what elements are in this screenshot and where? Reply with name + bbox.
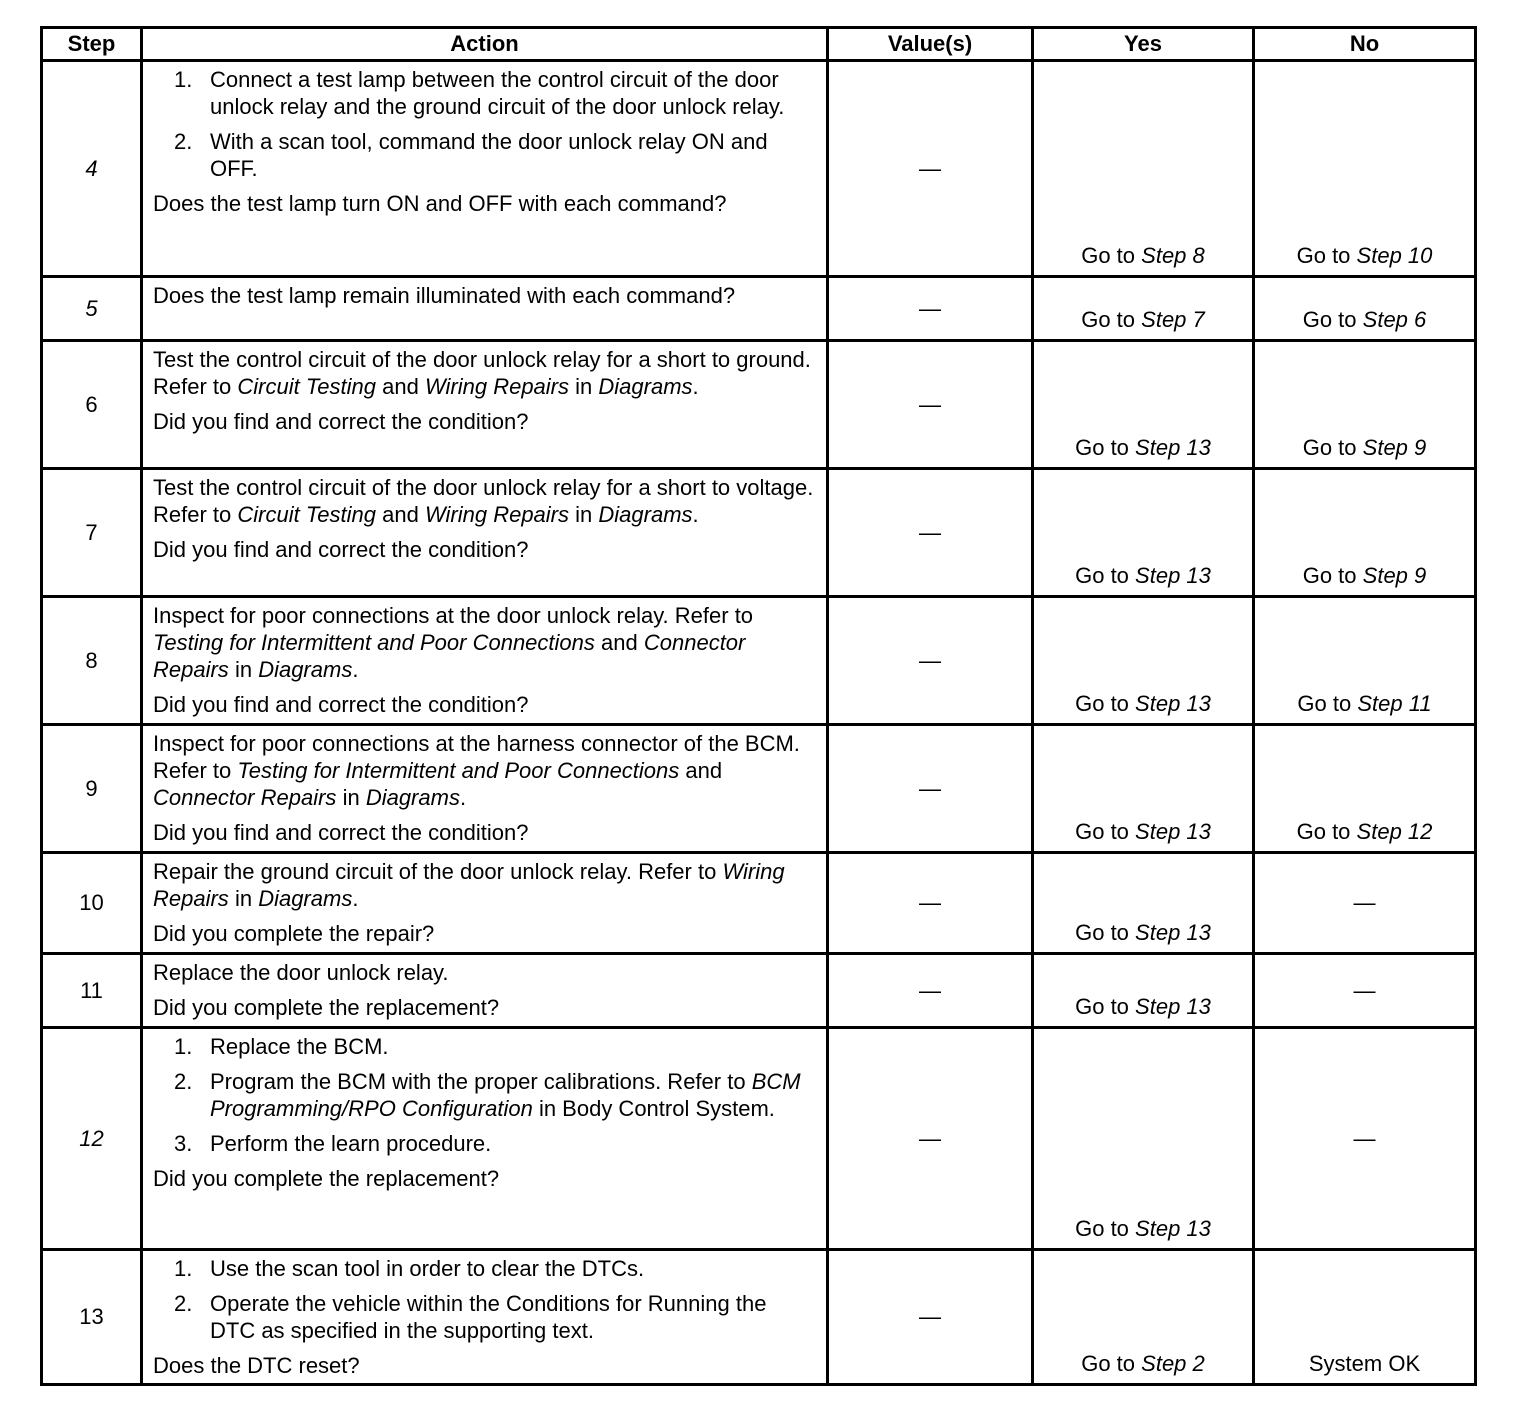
yes-cell: Go to Step 7 [1033,277,1254,341]
step-number: 4 [42,61,142,277]
no-cell: Go to Step 12 [1254,725,1476,853]
list-item: 1. Use the scan tool in order to clear the DTCs. [174,1256,645,1281]
header-no: No [1254,28,1476,61]
yes-cell: Go to Step 13 [1033,725,1254,853]
action-list [153,66,816,182]
no-step-link[interactable]: Step 9 [1362,435,1427,460]
question-text: Did you complete the replacement? [153,995,500,1020]
value-cell: — [828,469,1033,597]
list-item: 1. Connect a test lamp between the control circuit of the door unlock relay and the ground circuit of the door unlock relay. [174,67,785,119]
value-cell: — [828,1028,1033,1250]
no-cell: — [1254,853,1476,954]
instruction-text: Repair the ground circuit of the door unlock relay. Refer to Wiring Repairs in Diagrams. [153,859,785,911]
instruction-text: Test the control circuit of the door unlock relay for a short to voltage. Refer to Circuit Testing and Wiring Repairs in Diagrams. [153,475,814,527]
question-text: Did you find and correct the condition? [153,537,529,562]
action-cell [142,469,828,597]
yes-cell: Go to Step 8 [1033,61,1254,277]
header-yes: Yes [1033,28,1254,61]
step-number: 6 [42,341,142,469]
table-row-step-4 [42,61,1476,277]
yes-cell: Go to Step 13 [1033,597,1254,725]
yes-step-link[interactable]: Step 7 [1141,307,1205,332]
table-row-step-10 [42,853,1476,954]
action-cell [142,61,828,277]
question-text: Does the DTC reset? [153,1353,360,1378]
question-text: Did you complete the repair? [153,921,435,946]
value-cell: — [828,341,1033,469]
no-cell: Go to Step 6 [1254,277,1476,341]
header-row [42,28,1476,61]
yes-step-link[interactable]: Step 13 [1135,819,1211,844]
action-cell [142,597,828,725]
diagnostic-table [40,26,1477,1386]
table-row-step-5 [42,277,1476,341]
step-number: 9 [42,725,142,853]
instruction-text: Test the control circuit of the door unlock relay for a short to ground. Refer to Circuit Testing and Wiring Repairs in Diagrams. [153,347,811,399]
no-cell: System OK [1254,1250,1476,1385]
list-item: 1. Replace the BCM. [174,1034,389,1059]
no-step-link[interactable]: Step 12 [1356,819,1433,844]
action-list [153,1255,816,1344]
no-step-link[interactable]: Step 10 [1356,243,1433,268]
value-cell: — [828,954,1033,1028]
step-number: 5 [42,277,142,341]
no-step-link[interactable]: Step 6 [1362,307,1427,332]
yes-cell: Go to Step 13 [1033,853,1254,954]
table-row-step-12 [42,1028,1476,1250]
action-cell [142,1250,828,1385]
yes-step-link[interactable]: Step 13 [1135,691,1211,716]
question-text: Did you find and correct the condition? [153,820,529,845]
yes-step-link[interactable]: Step 13 [1135,920,1211,945]
no-step-link[interactable]: Step 11 [1357,691,1432,716]
value-cell: — [828,725,1033,853]
header-action: Action [142,28,828,61]
instruction-text: Inspect for poor connections at the harness connector of the BCM. Refer to Testing for Intermittent and Poor Connections and Connector Repairs in Diagrams. [153,731,800,810]
yes-cell: Go to Step 13 [1033,1028,1254,1250]
no-cell: Go to Step 11 [1254,597,1476,725]
no-step-link[interactable]: Step 9 [1362,563,1427,588]
step-number: 11 [42,954,142,1028]
table-row-step-7 [42,469,1476,597]
step-number: 13 [42,1250,142,1385]
table-row-step-8 [42,597,1476,725]
header-step: Step [42,28,142,61]
no-cell: Go to Step 9 [1254,469,1476,597]
question-text: Did you find and correct the condition? [153,409,529,434]
header-values: Value(s) [828,28,1033,61]
yes-step-link[interactable]: Step 13 [1135,994,1211,1019]
yes-cell: Go to Step 13 [1033,469,1254,597]
yes-step-link[interactable]: Step 13 [1135,563,1211,588]
yes-cell: Go to Step 13 [1033,341,1254,469]
yes-step-link[interactable]: Step 8 [1141,243,1205,268]
yes-cell: Go to Step 13 [1033,954,1254,1028]
value-cell: — [828,277,1033,341]
action-cell [142,277,828,341]
action-cell [142,954,828,1028]
value-cell: — [828,853,1033,954]
yes-step-link[interactable]: Step 13 [1135,1216,1211,1241]
question-text: Did you complete the replacement? [153,1166,500,1191]
no-cell: — [1254,954,1476,1028]
table-row-step-6 [42,341,1476,469]
value-cell: — [828,597,1033,725]
table-row-step-11 [42,954,1476,1028]
yes-step-link[interactable]: Step 13 [1135,435,1211,460]
step-number: 10 [42,853,142,954]
question-text: Did you find and correct the condition? [153,692,529,717]
list-item: 2. Program the BCM with the proper calibrations. Refer to BCM Programming/RPO Configuration in Body Control System. [174,1069,801,1121]
value-cell: — [828,1250,1033,1385]
table-row-step-13 [42,1250,1476,1385]
no-cell: — [1254,1028,1476,1250]
list-item: 2. Operate the vehicle within the Conditions for Running the DTC as specified in the supporting text. [174,1291,767,1343]
no-cell: Go to Step 9 [1254,341,1476,469]
action-cell [142,725,828,853]
step-number: 8 [42,597,142,725]
question-text: Does the test lamp remain illuminated with each command? [153,283,736,308]
action-list [153,1033,816,1157]
yes-step-link[interactable]: Step 2 [1141,1351,1205,1376]
no-cell: Go to Step 10 [1254,61,1476,277]
table-row-step-9 [42,725,1476,853]
instruction-text: Replace the door unlock relay. [153,960,449,985]
list-item: 2. With a scan tool, command the door unlock relay ON and OFF. [174,129,768,181]
step-number: 7 [42,469,142,597]
action-cell [142,1028,828,1250]
instruction-text: Inspect for poor connections at the door unlock relay. Refer to Testing for Intermittent and Poor Connections and Connector Repairs in Diagrams. [153,603,754,682]
question-text: Does the test lamp turn ON and OFF with each command? [153,191,727,216]
list-item: 3. Perform the learn procedure. [174,1131,492,1156]
action-cell [142,341,828,469]
value-cell: — [828,61,1033,277]
action-cell [142,853,828,954]
step-number: 12 [42,1028,142,1250]
yes-cell: Go to Step 2 [1033,1250,1254,1385]
